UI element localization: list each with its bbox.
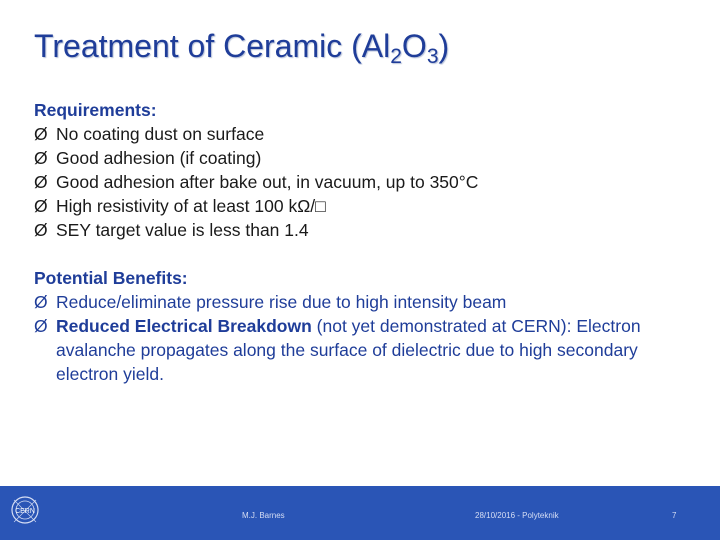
slide-body — [34, 98, 694, 386]
requirement-item — [34, 194, 694, 218]
requirements-heading: Requirements: — [34, 100, 157, 120]
arrow-bullet-icon: Ø — [34, 292, 48, 312]
section-spacer — [34, 242, 694, 266]
arrow-bullet-icon: Ø — [34, 196, 48, 216]
arrow-bullet-icon: Ø — [34, 220, 48, 240]
slide-title — [34, 28, 450, 68]
footer-author: M.J. Barnes — [242, 511, 285, 520]
arrow-bullet-icon: Ø — [34, 172, 48, 192]
page-number: 7 — [672, 511, 677, 520]
requirement-text: No coating dust on surface — [56, 124, 265, 144]
requirement-text: Good adhesion after bake out, in vacuum, up to 350°C — [56, 172, 479, 192]
arrow-bullet-icon: Ø — [34, 124, 48, 144]
requirement-text: Good adhesion (if coating) — [56, 148, 262, 168]
benefit-item — [34, 290, 694, 314]
requirement-item — [34, 146, 694, 170]
title-subscript-3: 3 — [426, 45, 439, 68]
title-text-end: ) — [438, 28, 450, 64]
cern-logo-text: CERN — [15, 508, 35, 515]
requirement-item — [34, 170, 694, 194]
benefit-text: (not yet demonstrated at CERN): Electron avalanche propagates along the surface of dielectric due to high secondary electron yield. — [56, 316, 641, 384]
benefits-heading: Potential Benefits: — [34, 268, 188, 288]
title-text-o: O — [401, 28, 427, 64]
footer-bar — [0, 486, 720, 540]
arrow-bullet-icon: Ø — [34, 148, 48, 168]
title-text: Treatment of Ceramic (Al — [34, 28, 391, 64]
requirement-text: High resistivity of at least 100 kΩ/□ — [56, 196, 326, 216]
footer-date-venue: 28/10/2016 - Polyteknik — [475, 511, 559, 520]
cern-logo — [8, 492, 42, 532]
requirement-item — [34, 218, 694, 242]
benefit-item — [34, 314, 694, 386]
benefit-text: Reduce/eliminate pressure rise due to high intensity beam — [56, 292, 507, 312]
benefit-emphasis: Reduced Electrical Breakdown — [56, 316, 312, 336]
requirement-text: SEY target value is less than 1.4 — [56, 220, 309, 240]
title-subscript-2: 2 — [390, 45, 402, 68]
requirement-item — [34, 122, 694, 146]
arrow-bullet-icon: Ø — [34, 316, 48, 336]
